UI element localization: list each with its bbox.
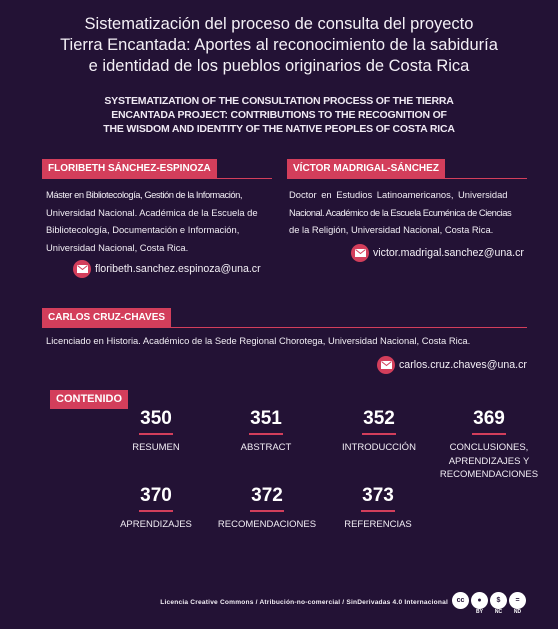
author-name-badge: CARLOS CRUZ-CHAVES (42, 308, 171, 327)
nc-caption: NC (494, 609, 503, 615)
bio-line: Bibliotecología, Documentación e Información, (46, 224, 240, 236)
author-bio (46, 186, 258, 256)
toc-label (206, 441, 326, 455)
title-en-line: SYSTEMATIZATION OF THE CONSULTATION PROCESS OF THE TIERRA (104, 95, 454, 107)
toc-page-number: 352 (363, 408, 395, 429)
toc-page-number: 350 (140, 408, 172, 429)
toc-label-line: RESUMEN (132, 442, 180, 453)
divider (42, 327, 527, 328)
bio-line: Licenciado en Historia. Académico de la Sede Regional Chorotega, Universidad Nacional, Costa Rica. (46, 335, 471, 346)
toc-label-line: INTRODUCCIÓN (342, 442, 416, 453)
toc-page-number: 370 (140, 485, 172, 506)
email-link[interactable]: carlos.cruz.chaves@una.cr (399, 359, 527, 371)
toc-page-number: 369 (473, 408, 505, 429)
author-name-badge: FLORIBETH SÁNCHEZ-ESPINOZA (42, 159, 217, 178)
toc-label (318, 518, 438, 532)
nd-icon: = ND (509, 592, 526, 616)
toc-label-line: ABSTRACT (240, 442, 292, 453)
envelope-icon (377, 356, 395, 374)
toc-label (96, 441, 216, 455)
bio-line: de la Religión, Universidad Nacional, Costa Rica. (289, 224, 494, 236)
cc-license-badge[interactable] (452, 592, 526, 616)
toc-underline (362, 433, 396, 435)
toc-label-line: CONCLUSIONES, (449, 442, 529, 453)
author-email[interactable] (73, 260, 261, 278)
email-link[interactable]: floribeth.sanchez.espinoza@una.cr (95, 263, 261, 275)
toc-item[interactable] (429, 408, 549, 482)
nd-caption: ND (513, 609, 522, 615)
toc-underline (139, 433, 173, 435)
author-bio (46, 332, 470, 350)
toc-label-line: RECOMENDACIONES (217, 519, 317, 530)
contents-heading: CONTENIDO (50, 390, 128, 409)
toc-page-number: 351 (250, 408, 282, 429)
toc-underline (472, 433, 506, 435)
title-line: e identidad de los pueblos originarios de Costa Rica (88, 57, 470, 75)
toc-page-number: 373 (362, 485, 394, 506)
toc-item[interactable] (318, 485, 438, 532)
by-icon: ● BY (471, 592, 488, 616)
toc-label (96, 518, 216, 532)
toc-page-number: 372 (251, 485, 283, 506)
author-name-badge: VÍCTOR MADRIGAL-SÁNCHEZ (287, 159, 445, 178)
toc-underline (361, 510, 395, 512)
envelope-icon (351, 244, 369, 262)
article-title-es (30, 14, 528, 77)
email-link[interactable]: victor.madrigal.sanchez@una.cr (373, 247, 524, 259)
toc-label (319, 441, 439, 455)
bio-line: Doctor en Estudios Latinoamericanos, Universidad (289, 189, 508, 200)
toc-underline (249, 433, 283, 435)
bio-line: Máster en Bibliotecología, Gestión de la Información, (46, 189, 243, 200)
toc-label-line: REFERENCIAS (344, 519, 412, 530)
toc-item[interactable] (96, 485, 216, 532)
toc-label (207, 518, 327, 532)
toc-item[interactable] (319, 408, 439, 455)
toc-label-line: RECOMENDACIONES (439, 469, 539, 480)
bio-line: Universidad Nacional. Académica de la Escuela de (46, 206, 258, 218)
toc-underline (250, 510, 284, 512)
envelope-icon (73, 260, 91, 278)
nc-icon: $ NC (490, 592, 507, 616)
license-text: Licencia Creative Commons / Atribución-no-comercial / SinDerivadas 4.0 Internacional (160, 599, 448, 606)
author-bio (289, 186, 511, 239)
title-en-line: ENCANTADA PROJECT: CONTRIBUTIONS TO THE RECOGNITION OF (111, 109, 447, 121)
bio-line: Universidad Nacional, Costa Rica. (46, 241, 189, 253)
toc-item[interactable] (96, 408, 216, 455)
bio-line: Nacional. Académico de la Escuela Ecuménica de Ciencias (289, 206, 512, 218)
title-line: Sistematización del proceso de consulta del proyecto (84, 15, 474, 33)
divider (287, 178, 527, 179)
article-title-en (40, 94, 518, 136)
cc-license-icon: cc (452, 592, 469, 616)
toc-label (429, 441, 549, 482)
author-email[interactable] (377, 356, 527, 374)
title-en-line: THE WISDOM AND IDENTITY OF THE NATIVE PEOPLES OF COSTA RICA (103, 123, 455, 135)
title-line: Tierra Encantada: Aportes al reconocimiento de la sabiduría (60, 36, 498, 54)
author-email[interactable] (351, 244, 524, 262)
toc-label-line: APRENDIZAJES (120, 519, 192, 530)
toc-item[interactable] (207, 485, 327, 532)
toc-label-line: APRENDIZAJES Y (448, 455, 530, 467)
toc-item[interactable] (206, 408, 326, 455)
divider (42, 178, 272, 179)
by-caption: BY (476, 609, 483, 615)
toc-underline (139, 510, 173, 512)
